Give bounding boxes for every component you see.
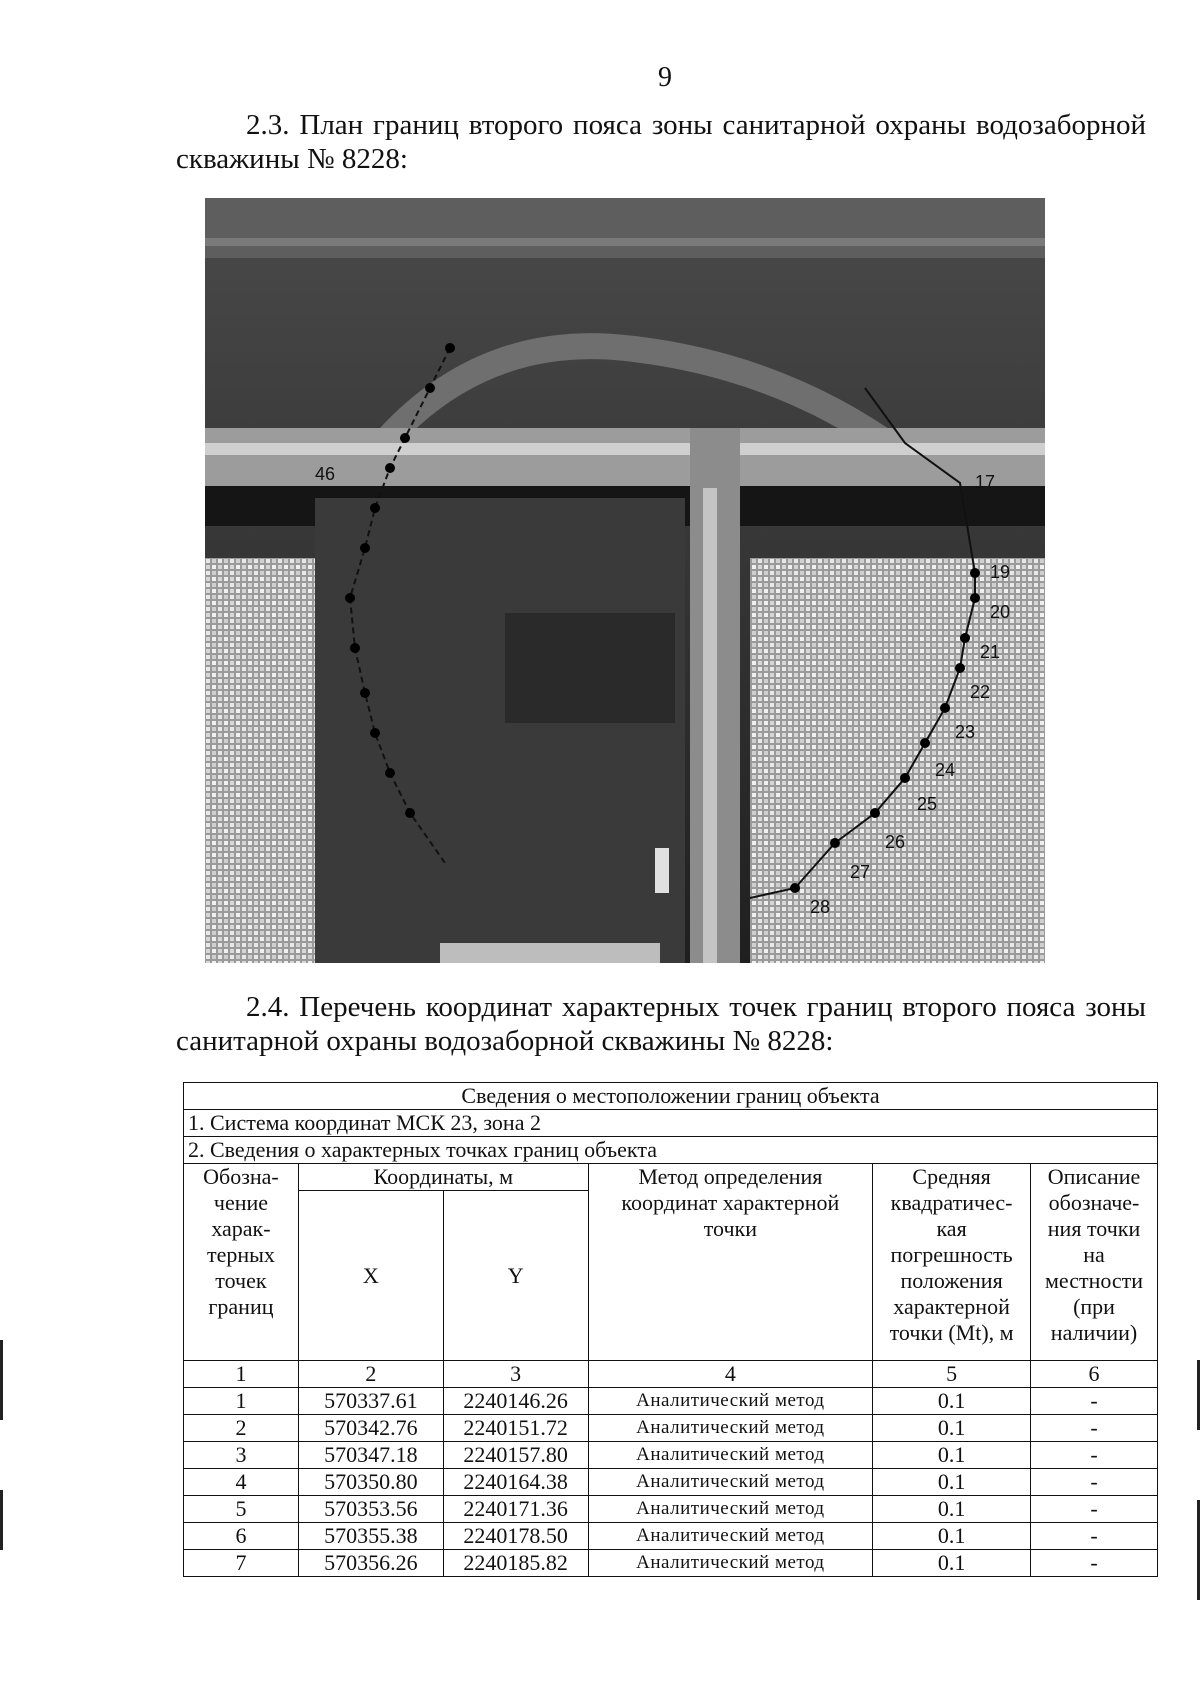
point-id: 5 <box>184 1496 299 1523</box>
point-y: 2240151.72 <box>443 1415 588 1442</box>
map-label-23: 23 <box>955 722 976 742</box>
point-method: Аналитический метод <box>588 1469 873 1496</box>
coordinate-system: 1. Система координат МСК 23, зона 2 <box>184 1110 1158 1137</box>
point-x: 570350.80 <box>298 1469 443 1496</box>
point-y: 2240157.80 <box>443 1442 588 1469</box>
point-method: Аналитический метод <box>588 1496 873 1523</box>
table-row <box>184 1496 1158 1523</box>
table-row <box>184 1388 1158 1415</box>
scan-edge-mark <box>0 1340 3 1420</box>
point-x: 570353.56 <box>298 1496 443 1523</box>
point-description: - <box>1031 1442 1158 1469</box>
point-y: 2240171.36 <box>443 1496 588 1523</box>
point-id: 3 <box>184 1442 299 1469</box>
point-x: 570342.76 <box>298 1415 443 1442</box>
points-heading: 2. Сведения о характерных точках границ объекта <box>184 1137 1158 1164</box>
point-method: Аналитический метод <box>588 1523 873 1550</box>
point-method: Аналитический метод <box>588 1388 873 1415</box>
point-description: - <box>1031 1415 1158 1442</box>
point-error: 0.1 <box>873 1469 1031 1496</box>
point-id: 7 <box>184 1550 299 1577</box>
header-coordinates: Координаты, м <box>298 1164 588 1191</box>
section-2-3-heading: 2.3. План границ второго пояса зоны санитарной охраны водозаборной скважины № 8228: <box>176 109 1146 175</box>
point-description: - <box>1031 1523 1158 1550</box>
point-x: 570356.26 <box>298 1550 443 1577</box>
map-label-26: 26 <box>885 832 906 852</box>
header-y: Y <box>443 1191 588 1361</box>
point-x: 570347.18 <box>298 1442 443 1469</box>
scan-edge-mark <box>0 1490 3 1550</box>
map-label-22: 22 <box>970 682 991 702</box>
map-label-25: 25 <box>917 794 938 814</box>
map-label-20: 20 <box>990 602 1011 622</box>
table-row <box>184 1523 1158 1550</box>
header-error: Средняя квадратичес-кая погрешность положения характерной точки (Mt), м <box>873 1164 1031 1361</box>
point-method: Аналитический метод <box>588 1442 873 1469</box>
column-number: 5 <box>873 1361 1031 1388</box>
column-number: 3 <box>443 1361 588 1388</box>
point-id: 2 <box>184 1415 299 1442</box>
column-number: 4 <box>588 1361 873 1388</box>
point-id: 6 <box>184 1523 299 1550</box>
point-description: - <box>1031 1496 1158 1523</box>
table-title: Сведения о местоположении границ объекта <box>184 1083 1158 1110</box>
point-x: 570337.61 <box>298 1388 443 1415</box>
column-number: 1 <box>184 1361 299 1388</box>
map-label-19: 19 <box>990 562 1011 582</box>
map-label-46: 46 <box>315 464 336 484</box>
table-row <box>184 1415 1158 1442</box>
header-x: X <box>298 1191 443 1361</box>
point-id: 4 <box>184 1469 299 1496</box>
map-label-28: 28 <box>810 897 831 917</box>
point-y: 2240146.26 <box>443 1388 588 1415</box>
table-row <box>184 1442 1158 1469</box>
point-description: - <box>1031 1550 1158 1577</box>
point-description: - <box>1031 1469 1158 1496</box>
point-y: 2240178.50 <box>443 1523 588 1550</box>
table-row <box>184 1469 1158 1496</box>
map-label-27: 27 <box>850 862 871 882</box>
point-error: 0.1 <box>873 1415 1031 1442</box>
point-error: 0.1 <box>873 1496 1031 1523</box>
point-error: 0.1 <box>873 1550 1031 1577</box>
point-method: Аналитический метод <box>588 1550 873 1577</box>
table-row <box>184 1550 1158 1577</box>
header-method: Метод определения координат характерной точки <box>588 1164 873 1361</box>
aerial-map-image <box>205 198 1045 963</box>
point-error: 0.1 <box>873 1523 1031 1550</box>
header-description: Описание обозначе-ния точки на местности (при наличии) <box>1031 1164 1158 1361</box>
map-label-24: 24 <box>935 760 956 780</box>
point-x: 570355.38 <box>298 1523 443 1550</box>
point-y: 2240164.38 <box>443 1469 588 1496</box>
boundary-plan-map <box>205 198 1045 963</box>
point-error: 0.1 <box>873 1388 1031 1415</box>
point-y: 2240185.82 <box>443 1550 588 1577</box>
page-number: 9 <box>658 62 672 93</box>
header-designation: Обозна-чение харак-терных точек границ <box>184 1164 299 1361</box>
point-error: 0.1 <box>873 1442 1031 1469</box>
map-label-17: 17 <box>975 472 996 492</box>
point-method: Аналитический метод <box>588 1415 873 1442</box>
column-number: 2 <box>298 1361 443 1388</box>
point-id: 1 <box>184 1388 299 1415</box>
column-number: 6 <box>1031 1361 1158 1388</box>
boundary-coordinates-table <box>183 1082 1158 1577</box>
section-2-4-heading: 2.4. Перечень координат характерных точек границ второго пояса зоны санитарной охраны водозаборной скважины № 8228: <box>176 991 1146 1057</box>
point-description: - <box>1031 1388 1158 1415</box>
map-label-21: 21 <box>980 642 1001 662</box>
